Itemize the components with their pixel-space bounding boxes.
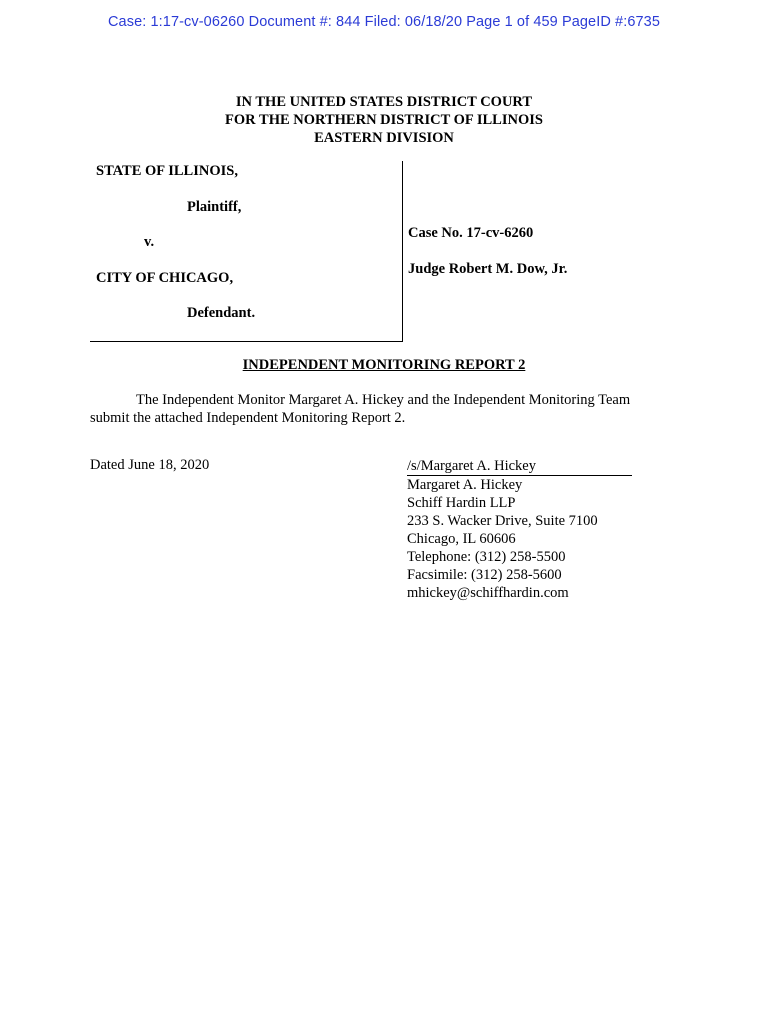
date-line: Dated June 18, 2020	[90, 457, 210, 473]
filing-stamp: Case: 1:17-cv-06260 Document #: 844 Filed: 06/18/20 Page 1 of 459 PageID #:6735	[107, 14, 661, 30]
court-heading-line-3: EASTERN DIVISION	[314, 130, 454, 146]
case-number: Case No. 17-cv-6260	[408, 225, 534, 241]
law-firm: Schiff Hardin LLP	[407, 495, 516, 511]
defendant-role: Defendant.	[187, 305, 256, 321]
court-heading	[0, 93, 768, 147]
facsimile: Facsimile: (312) 258-5600	[407, 567, 562, 583]
body-paragraph-line-2: submit the attached Independent Monitoring Report 2.	[90, 410, 406, 426]
court-heading-line-1: IN THE UNITED STATES DISTRICT COURT	[235, 94, 533, 110]
telephone: Telephone: (312) 258-5500	[407, 549, 566, 565]
caption-case-info	[408, 161, 688, 341]
body-paragraph	[90, 391, 670, 427]
address-line-2: Chicago, IL 60606	[407, 531, 516, 547]
court-heading-line-2: FOR THE NORTHERN DISTRICT OF ILLINOIS	[225, 112, 543, 128]
judge-name: Judge Robert M. Dow, Jr.	[408, 261, 568, 277]
signature-block	[407, 457, 632, 602]
defendant-name: CITY OF CHICAGO,	[96, 270, 234, 286]
plaintiff-name: STATE OF ILLINOIS,	[96, 163, 238, 179]
case-caption	[90, 161, 690, 342]
plaintiff-role: Plaintiff,	[187, 199, 242, 215]
address-line-1: 233 S. Wacker Drive, Suite 7100	[407, 513, 598, 529]
caption-parties	[90, 161, 403, 342]
versus: v.	[144, 234, 155, 250]
electronic-signature: /s/Margaret A. Hickey	[407, 457, 632, 476]
report-title: INDEPENDENT MONITORING REPORT 2	[242, 357, 526, 373]
email-address: mhickey@schiffhardin.com	[407, 585, 569, 601]
signer-name: Margaret A. Hickey	[407, 477, 523, 493]
body-paragraph-line-1: The Independent Monitor Margaret A. Hickey and the Independent Monitoring Team	[136, 392, 631, 408]
